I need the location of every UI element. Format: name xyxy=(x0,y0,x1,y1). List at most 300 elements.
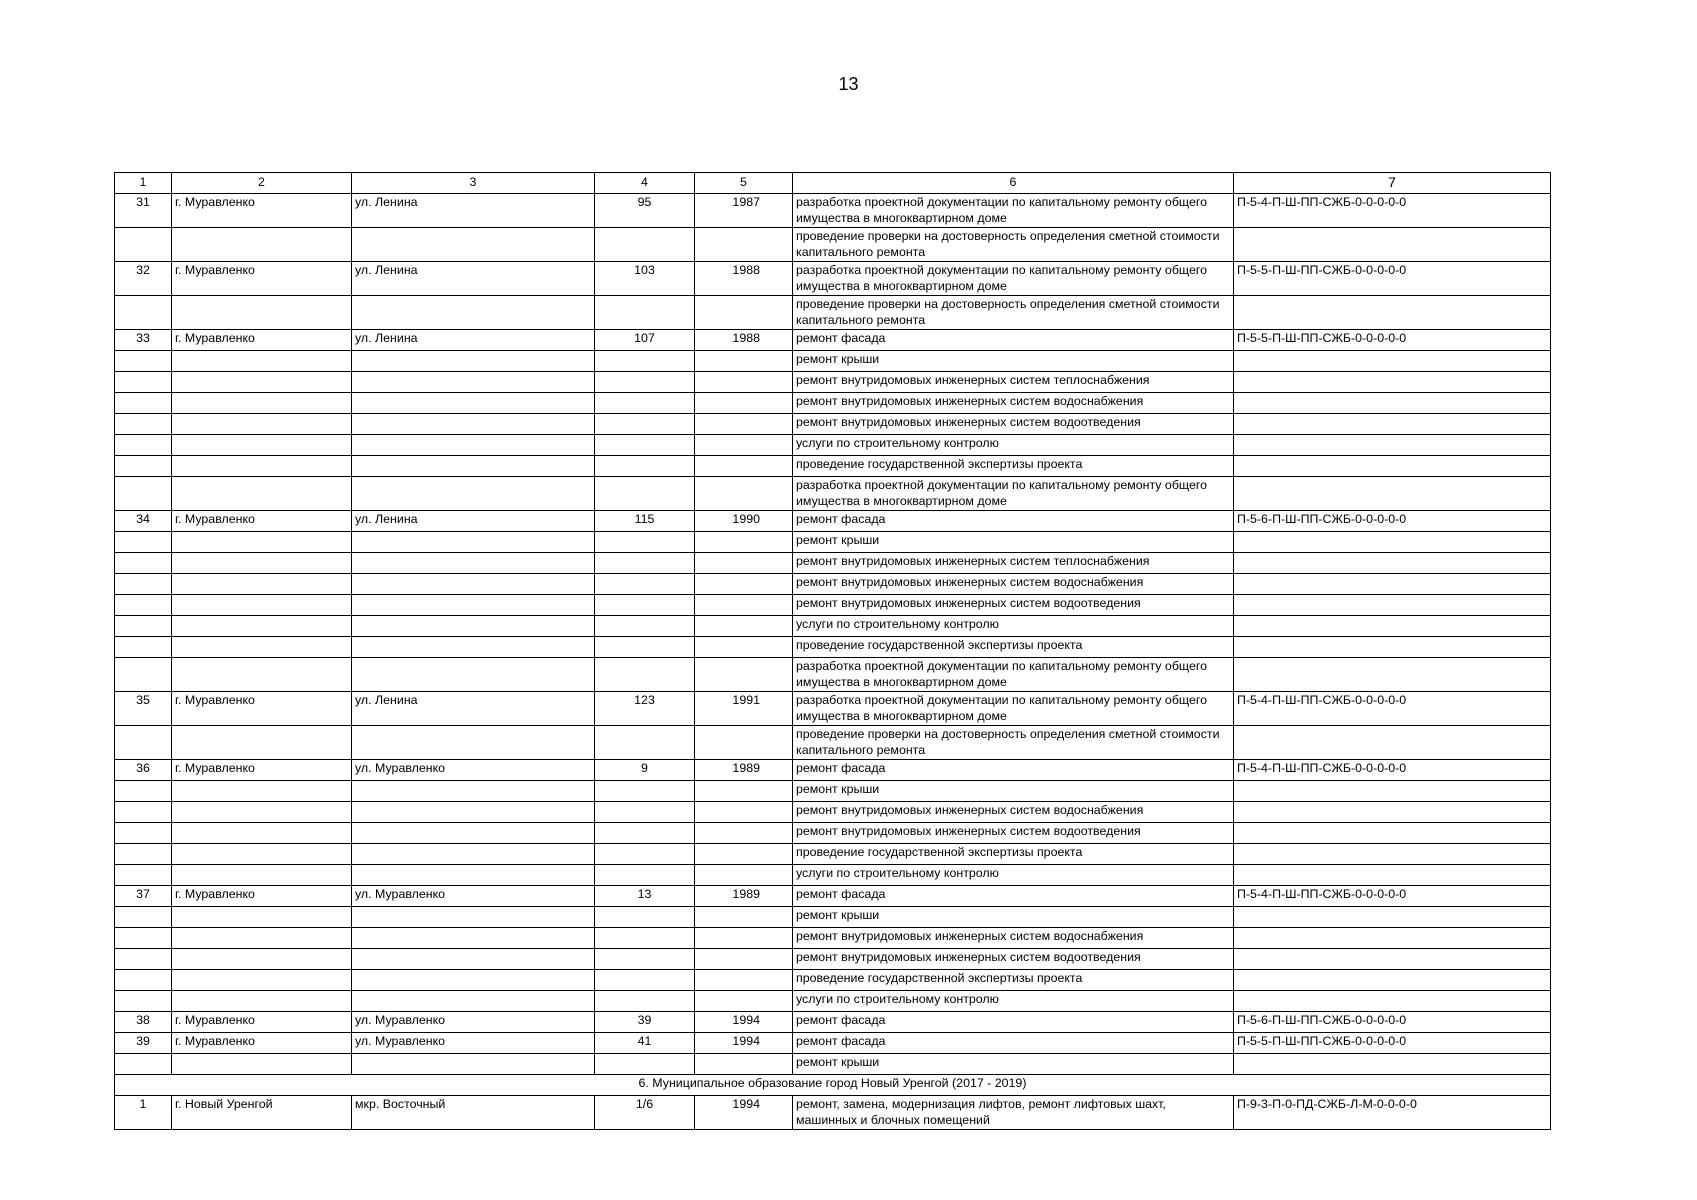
year-cell xyxy=(695,351,793,372)
work-type-cell: ремонт крыши xyxy=(793,1054,1234,1075)
year-cell xyxy=(695,658,793,692)
building-code-cell: П-5-5-П-Ш-ПП-СЖБ-0-0-0-0-0 xyxy=(1234,1033,1551,1054)
work-type-cell: проведение проверки на достоверность определения сметной стоимости капитального ремонта xyxy=(793,296,1234,330)
house-number-cell xyxy=(595,435,695,456)
year-cell xyxy=(695,802,793,823)
house-number-cell xyxy=(595,970,695,991)
house-number-cell xyxy=(595,1054,695,1075)
house-number-cell: 115 xyxy=(595,511,695,532)
work-type-cell: проведение проверки на достоверность определения сметной стоимости капитального ремонта xyxy=(793,726,1234,760)
street-cell xyxy=(352,658,595,692)
house-number-cell xyxy=(595,928,695,949)
building-code-cell xyxy=(1234,456,1551,477)
year-cell: 1988 xyxy=(695,330,793,351)
row-number-cell xyxy=(115,456,172,477)
row-number-cell: 38 xyxy=(115,1012,172,1033)
street-cell xyxy=(352,477,595,511)
street-cell xyxy=(352,574,595,595)
table-row xyxy=(115,574,1551,595)
street-cell xyxy=(352,553,595,574)
table-row xyxy=(115,637,1551,658)
locality-cell xyxy=(172,865,352,886)
work-type-cell: проведение государственной экспертизы проекта xyxy=(793,637,1234,658)
street-cell xyxy=(352,823,595,844)
table-row xyxy=(115,949,1551,970)
work-type-cell: ремонт внутридомовых инженерных систем водоотведения xyxy=(793,595,1234,616)
house-number-cell xyxy=(595,726,695,760)
table-row xyxy=(115,553,1551,574)
locality-cell xyxy=(172,991,352,1012)
row-number-cell xyxy=(115,928,172,949)
row-number-cell xyxy=(115,616,172,637)
locality-cell: г. Муравленко xyxy=(172,194,352,228)
locality-cell: г. Муравленко xyxy=(172,511,352,532)
year-cell xyxy=(695,595,793,616)
locality-cell xyxy=(172,595,352,616)
locality-cell: г. Муравленко xyxy=(172,886,352,907)
table-row xyxy=(115,330,1551,351)
building-code-cell xyxy=(1234,823,1551,844)
locality-cell xyxy=(172,781,352,802)
locality-cell xyxy=(172,435,352,456)
work-type-cell: проведение государственной экспертизы проекта xyxy=(793,970,1234,991)
building-code-cell xyxy=(1234,907,1551,928)
row-number-cell xyxy=(115,802,172,823)
row-number-cell: 34 xyxy=(115,511,172,532)
house-number-cell xyxy=(595,228,695,262)
locality-cell xyxy=(172,228,352,262)
building-code-cell xyxy=(1234,574,1551,595)
table-row xyxy=(115,351,1551,372)
locality-cell xyxy=(172,456,352,477)
locality-cell: г. Муравленко xyxy=(172,1012,352,1033)
table-row xyxy=(115,414,1551,435)
house-number-cell xyxy=(595,456,695,477)
work-type-cell: ремонт крыши xyxy=(793,532,1234,553)
street-cell xyxy=(352,781,595,802)
row-number-cell xyxy=(115,781,172,802)
row-number-cell xyxy=(115,553,172,574)
street-cell xyxy=(352,970,595,991)
row-number-cell xyxy=(115,726,172,760)
locality-cell xyxy=(172,970,352,991)
year-cell xyxy=(695,865,793,886)
house-number-cell xyxy=(595,414,695,435)
year-cell: 1994 xyxy=(695,1096,793,1130)
table-row xyxy=(115,823,1551,844)
street-cell xyxy=(352,844,595,865)
building-code-cell xyxy=(1234,296,1551,330)
row-number-cell xyxy=(115,1054,172,1075)
table-row xyxy=(115,991,1551,1012)
work-type-cell: проведение проверки на достоверность определения сметной стоимости капитального ремонта xyxy=(793,228,1234,262)
row-number-cell: 33 xyxy=(115,330,172,351)
work-type-cell: ремонт внутридомовых инженерных систем теплоснабжения xyxy=(793,553,1234,574)
street-cell: ул. Ленина xyxy=(352,511,595,532)
building-code-cell xyxy=(1234,553,1551,574)
work-type-cell: ремонт фасада xyxy=(793,886,1234,907)
street-cell xyxy=(352,726,595,760)
work-type-cell: ремонт внутридомовых инженерных систем водоснабжения xyxy=(793,802,1234,823)
row-number-cell xyxy=(115,228,172,262)
building-code-cell xyxy=(1234,781,1551,802)
year-cell xyxy=(695,781,793,802)
building-code-cell xyxy=(1234,928,1551,949)
building-code-cell xyxy=(1234,658,1551,692)
table-row xyxy=(115,907,1551,928)
year-cell xyxy=(695,228,793,262)
building-code-cell xyxy=(1234,802,1551,823)
section-title: 6. Муниципальное образование город Новый Уренгой (2017 - 2019) xyxy=(115,1075,1551,1096)
row-number-cell xyxy=(115,865,172,886)
street-cell xyxy=(352,928,595,949)
table-row xyxy=(115,886,1551,907)
row-number-cell xyxy=(115,595,172,616)
year-cell: 1987 xyxy=(695,194,793,228)
street-cell xyxy=(352,228,595,262)
street-cell xyxy=(352,532,595,553)
work-type-cell: услуги по строительному контролю xyxy=(793,991,1234,1012)
locality-cell xyxy=(172,393,352,414)
street-cell xyxy=(352,393,595,414)
locality-cell xyxy=(172,616,352,637)
house-number-cell xyxy=(595,532,695,553)
house-number-cell xyxy=(595,823,695,844)
year-cell xyxy=(695,393,793,414)
locality-cell xyxy=(172,802,352,823)
street-cell xyxy=(352,351,595,372)
year-cell xyxy=(695,991,793,1012)
table-row xyxy=(115,781,1551,802)
work-type-cell: ремонт, замена, модернизация лифтов, ремонт лифтовых шахт, машинных и блочных помещений xyxy=(793,1096,1234,1130)
row-number-cell: 31 xyxy=(115,194,172,228)
building-code-cell: П-5-4-П-Ш-ПП-СЖБ-0-0-0-0-0 xyxy=(1234,194,1551,228)
year-cell xyxy=(695,637,793,658)
house-number-cell xyxy=(595,595,695,616)
year-cell: 1994 xyxy=(695,1033,793,1054)
year-cell xyxy=(695,844,793,865)
work-type-cell: услуги по строительному контролю xyxy=(793,616,1234,637)
building-code-cell xyxy=(1234,949,1551,970)
street-cell: ул. Муравленко xyxy=(352,1033,595,1054)
row-number-cell: 35 xyxy=(115,692,172,726)
work-type-cell: ремонт крыши xyxy=(793,907,1234,928)
row-number-cell xyxy=(115,991,172,1012)
row-number-cell xyxy=(115,296,172,330)
locality-cell xyxy=(172,477,352,511)
table-row xyxy=(115,1033,1551,1054)
year-cell xyxy=(695,907,793,928)
work-type-cell: ремонт внутридомовых инженерных систем водоотведения xyxy=(793,414,1234,435)
locality-cell xyxy=(172,844,352,865)
row-number-cell xyxy=(115,351,172,372)
street-cell xyxy=(352,372,595,393)
table-row xyxy=(115,228,1551,262)
year-cell xyxy=(695,616,793,637)
locality-cell xyxy=(172,372,352,393)
house-number-cell: 9 xyxy=(595,760,695,781)
locality-cell xyxy=(172,351,352,372)
building-code-cell xyxy=(1234,844,1551,865)
year-cell: 1994 xyxy=(695,1012,793,1033)
house-number-cell: 103 xyxy=(595,262,695,296)
row-number-cell xyxy=(115,393,172,414)
work-type-cell: ремонт крыши xyxy=(793,781,1234,802)
building-code-cell xyxy=(1234,477,1551,511)
locality-cell xyxy=(172,949,352,970)
house-number-cell xyxy=(595,844,695,865)
table-body xyxy=(115,194,1551,1130)
header-col-6: 6 xyxy=(793,173,1234,194)
street-cell: ул. Муравленко xyxy=(352,760,595,781)
locality-cell xyxy=(172,823,352,844)
building-code-cell: П-5-5-П-Ш-ПП-СЖБ-0-0-0-0-0 xyxy=(1234,262,1551,296)
work-type-cell: ремонт фасада xyxy=(793,511,1234,532)
building-code-cell xyxy=(1234,726,1551,760)
table-row xyxy=(115,262,1551,296)
row-number-cell xyxy=(115,844,172,865)
house-number-cell xyxy=(595,296,695,330)
building-code-cell xyxy=(1234,1054,1551,1075)
house-number-cell xyxy=(595,477,695,511)
locality-cell xyxy=(172,414,352,435)
building-code-cell: П-5-6-П-Ш-ПП-СЖБ-0-0-0-0-0 xyxy=(1234,1012,1551,1033)
house-number-cell xyxy=(595,393,695,414)
building-code-cell: П-5-4-П-Ш-ПП-СЖБ-0-0-0-0-0 xyxy=(1234,692,1551,726)
work-type-cell: разработка проектной документации по капитальному ремонту общего имущества в многоквартирном доме xyxy=(793,692,1234,726)
locality-cell: г. Муравленко xyxy=(172,262,352,296)
header-col-5: 5 xyxy=(695,173,793,194)
year-cell xyxy=(695,574,793,595)
row-number-cell xyxy=(115,477,172,511)
work-type-cell: ремонт фасада xyxy=(793,1033,1234,1054)
year-cell xyxy=(695,296,793,330)
year-cell: 1989 xyxy=(695,760,793,781)
page-number: 13 xyxy=(838,74,859,94)
locality-cell: г. Муравленко xyxy=(172,1033,352,1054)
row-number-cell: 1 xyxy=(115,1096,172,1130)
locality-cell xyxy=(172,928,352,949)
year-cell xyxy=(695,726,793,760)
register-table xyxy=(114,172,1551,1130)
year-cell: 1989 xyxy=(695,886,793,907)
work-type-cell: проведение государственной экспертизы проекта xyxy=(793,456,1234,477)
year-cell: 1990 xyxy=(695,511,793,532)
work-type-cell: услуги по строительному контролю xyxy=(793,865,1234,886)
house-number-cell xyxy=(595,865,695,886)
row-number-cell xyxy=(115,658,172,692)
table-row xyxy=(115,692,1551,726)
work-type-cell: разработка проектной документации по капитальному ремонту общего имущества в многоквартирном доме xyxy=(793,194,1234,228)
building-code-cell xyxy=(1234,637,1551,658)
locality-cell: г. Муравленко xyxy=(172,330,352,351)
table-row xyxy=(115,1012,1551,1033)
table-row xyxy=(115,970,1551,991)
header-col-1: 1 xyxy=(115,173,172,194)
building-code-cell xyxy=(1234,435,1551,456)
street-cell xyxy=(352,296,595,330)
locality-cell xyxy=(172,907,352,928)
year-cell xyxy=(695,372,793,393)
building-code-cell: П-5-4-П-Ш-ПП-СЖБ-0-0-0-0-0 xyxy=(1234,760,1551,781)
row-number-cell xyxy=(115,949,172,970)
year-cell xyxy=(695,1054,793,1075)
building-code-cell xyxy=(1234,616,1551,637)
house-number-cell: 1/6 xyxy=(595,1096,695,1130)
house-number-cell: 13 xyxy=(595,886,695,907)
building-code-cell xyxy=(1234,414,1551,435)
year-cell xyxy=(695,949,793,970)
table-row xyxy=(115,1096,1551,1130)
building-code-cell xyxy=(1234,372,1551,393)
table-row xyxy=(115,658,1551,692)
building-code-cell: П-9-3-П-0-ПД-СЖБ-Л-М-0-0-0-0 xyxy=(1234,1096,1551,1130)
row-number-cell: 36 xyxy=(115,760,172,781)
row-number-cell xyxy=(115,637,172,658)
house-number-cell: 123 xyxy=(595,692,695,726)
header-col-3: 3 xyxy=(352,173,595,194)
year-cell xyxy=(695,928,793,949)
street-cell xyxy=(352,435,595,456)
row-number-cell: 39 xyxy=(115,1033,172,1054)
table-row xyxy=(115,928,1551,949)
locality-cell xyxy=(172,726,352,760)
locality-cell xyxy=(172,1054,352,1075)
year-cell xyxy=(695,414,793,435)
table-row xyxy=(115,435,1551,456)
street-cell: ул. Ленина xyxy=(352,692,595,726)
year-cell xyxy=(695,477,793,511)
table-row xyxy=(115,1054,1551,1075)
house-number-cell: 39 xyxy=(595,1012,695,1033)
table-row xyxy=(115,726,1551,760)
house-number-cell: 95 xyxy=(595,194,695,228)
house-number-cell xyxy=(595,372,695,393)
section-row xyxy=(115,1075,1551,1096)
street-cell xyxy=(352,865,595,886)
house-number-cell xyxy=(595,907,695,928)
street-cell xyxy=(352,595,595,616)
table-row xyxy=(115,616,1551,637)
table-row xyxy=(115,532,1551,553)
house-number-cell xyxy=(595,991,695,1012)
header-col-2: 2 xyxy=(172,173,352,194)
header-col-7: 7 xyxy=(1234,173,1551,194)
street-cell xyxy=(352,456,595,477)
table-row xyxy=(115,595,1551,616)
row-number-cell xyxy=(115,372,172,393)
house-number-cell xyxy=(595,802,695,823)
building-code-cell xyxy=(1234,351,1551,372)
work-type-cell: ремонт внутридомовых инженерных систем водоотведения xyxy=(793,949,1234,970)
table-row xyxy=(115,844,1551,865)
row-number-cell: 37 xyxy=(115,886,172,907)
table-row xyxy=(115,372,1551,393)
building-code-cell xyxy=(1234,393,1551,414)
work-type-cell: ремонт внутридомовых инженерных систем водоснабжения xyxy=(793,574,1234,595)
table-row xyxy=(115,511,1551,532)
street-cell xyxy=(352,991,595,1012)
locality-cell xyxy=(172,532,352,553)
house-number-cell xyxy=(595,781,695,802)
building-code-cell xyxy=(1234,532,1551,553)
table-row xyxy=(115,865,1551,886)
year-cell: 1991 xyxy=(695,692,793,726)
locality-cell xyxy=(172,296,352,330)
building-code-cell xyxy=(1234,865,1551,886)
row-number-cell xyxy=(115,574,172,595)
house-number-cell xyxy=(595,553,695,574)
work-type-cell: разработка проектной документации по капитальному ремонту общего имущества в многоквартирном доме xyxy=(793,262,1234,296)
locality-cell: г. Муравленко xyxy=(172,692,352,726)
house-number-cell xyxy=(595,658,695,692)
table-row xyxy=(115,802,1551,823)
year-cell: 1988 xyxy=(695,262,793,296)
street-cell xyxy=(352,414,595,435)
locality-cell: г. Новый Уренгой xyxy=(172,1096,352,1130)
work-type-cell: проведение государственной экспертизы проекта xyxy=(793,844,1234,865)
row-number-cell xyxy=(115,414,172,435)
work-type-cell: ремонт фасада xyxy=(793,330,1234,351)
table-row xyxy=(115,296,1551,330)
work-type-cell: ремонт внутридомовых инженерных систем водоотведения xyxy=(793,823,1234,844)
table-row xyxy=(115,456,1551,477)
house-number-cell xyxy=(595,616,695,637)
header-col-4: 4 xyxy=(595,173,695,194)
street-cell xyxy=(352,616,595,637)
year-cell xyxy=(695,456,793,477)
street-cell: ул. Ленина xyxy=(352,194,595,228)
house-number-cell: 41 xyxy=(595,1033,695,1054)
work-type-cell: ремонт внутридомовых инженерных систем теплоснабжения xyxy=(793,372,1234,393)
street-cell: ул. Муравленко xyxy=(352,886,595,907)
building-code-cell xyxy=(1234,595,1551,616)
house-number-cell xyxy=(595,351,695,372)
row-number-cell: 32 xyxy=(115,262,172,296)
year-cell xyxy=(695,823,793,844)
house-number-cell: 107 xyxy=(595,330,695,351)
building-code-cell: П-5-5-П-Ш-ПП-СЖБ-0-0-0-0-0 xyxy=(1234,330,1551,351)
street-cell: ул. Ленина xyxy=(352,330,595,351)
locality-cell xyxy=(172,637,352,658)
row-number-cell xyxy=(115,970,172,991)
building-code-cell: П-5-6-П-Ш-ПП-СЖБ-0-0-0-0-0 xyxy=(1234,511,1551,532)
street-cell xyxy=(352,949,595,970)
house-number-cell xyxy=(595,637,695,658)
work-type-cell: услуги по строительному контролю xyxy=(793,435,1234,456)
house-number-cell xyxy=(595,949,695,970)
work-type-cell: ремонт внутридомовых инженерных систем водоснабжения xyxy=(793,928,1234,949)
locality-cell xyxy=(172,658,352,692)
work-type-cell: разработка проектной документации по капитальному ремонту общего имущества в многоквартирном доме xyxy=(793,477,1234,511)
row-number-cell xyxy=(115,532,172,553)
locality-cell xyxy=(172,553,352,574)
work-type-cell: разработка проектной документации по капитальному ремонту общего имущества в многоквартирном доме xyxy=(793,658,1234,692)
year-cell xyxy=(695,970,793,991)
year-cell xyxy=(695,532,793,553)
street-cell xyxy=(352,802,595,823)
table-row xyxy=(115,477,1551,511)
street-cell xyxy=(352,637,595,658)
row-number-cell xyxy=(115,907,172,928)
table-row xyxy=(115,760,1551,781)
table-row xyxy=(115,393,1551,414)
locality-cell xyxy=(172,574,352,595)
row-number-cell xyxy=(115,823,172,844)
locality-cell: г. Муравленко xyxy=(172,760,352,781)
street-cell: ул. Ленина xyxy=(352,262,595,296)
street-cell xyxy=(352,1054,595,1075)
